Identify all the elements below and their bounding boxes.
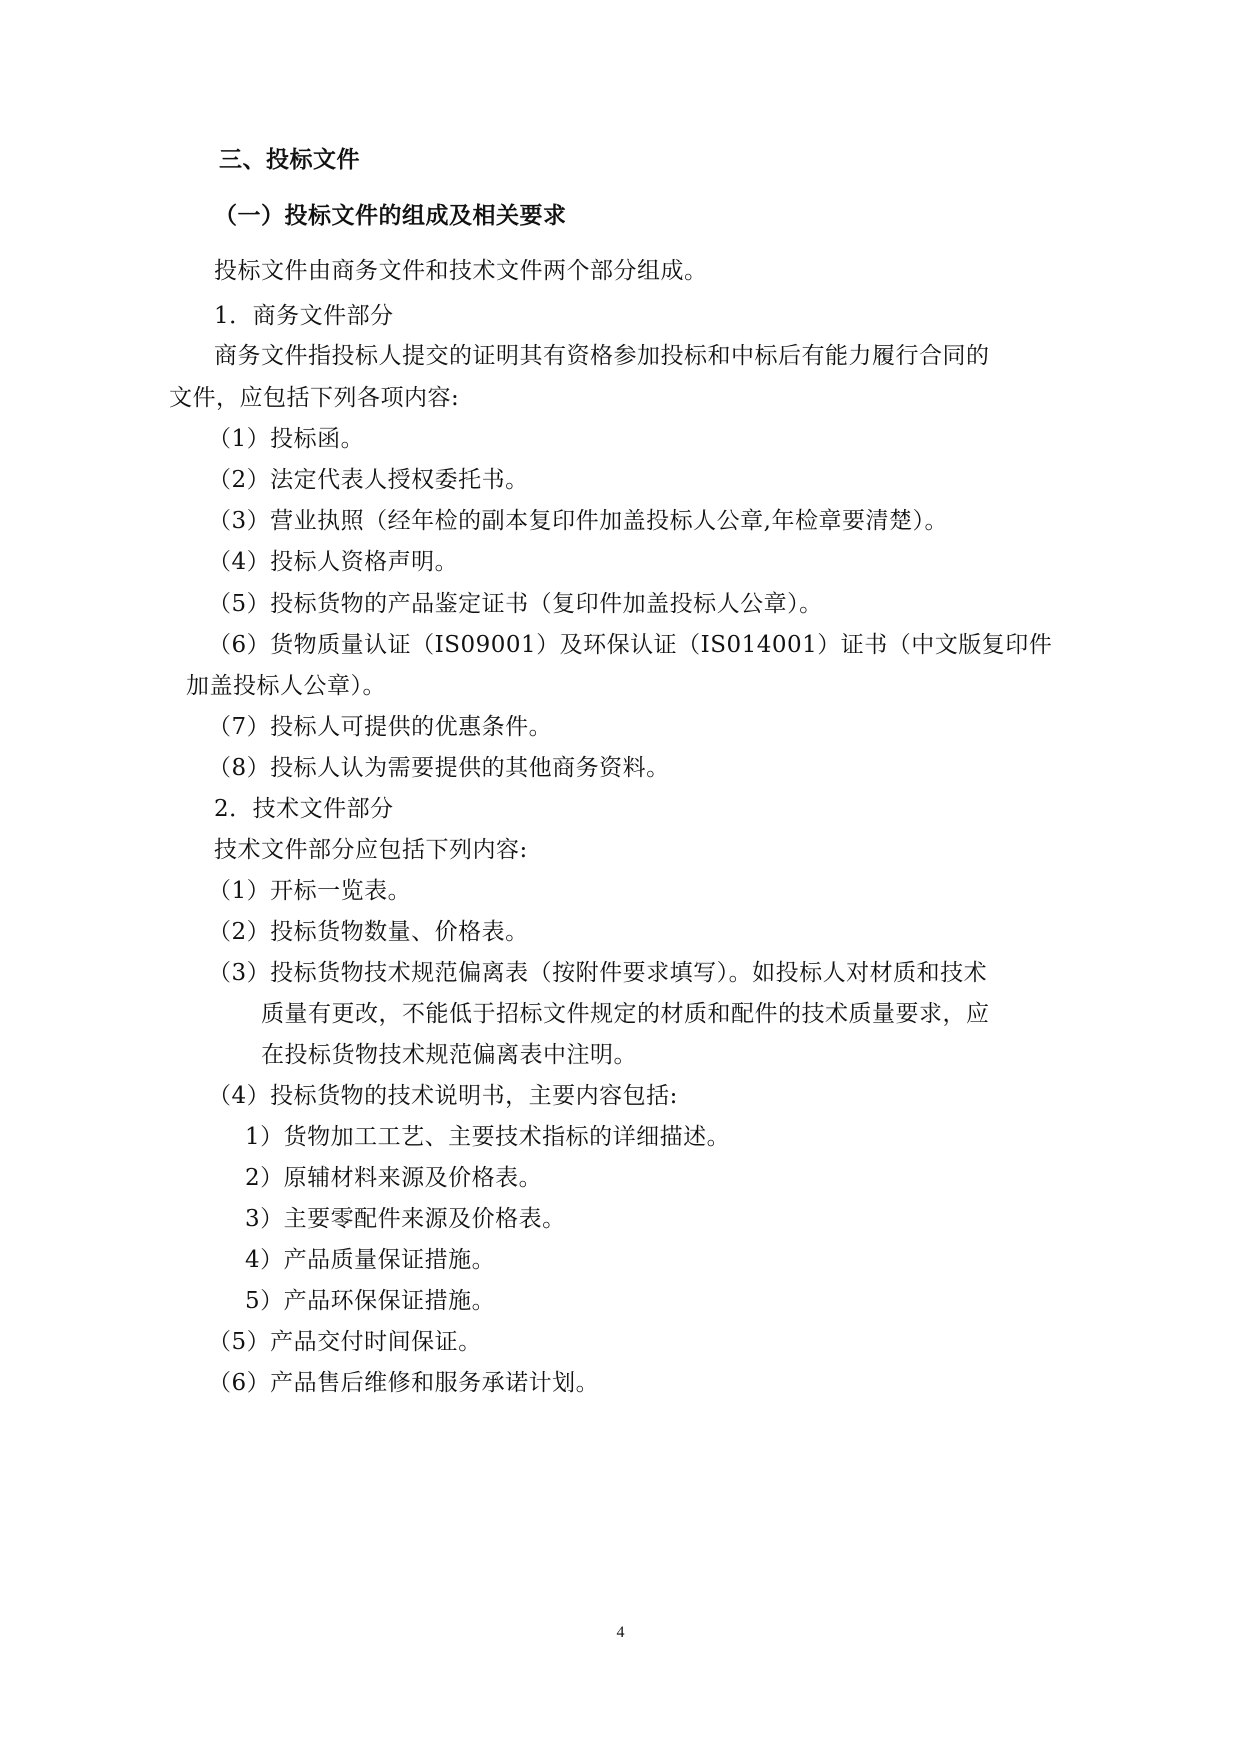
subsection-title: （一）投标文件的组成及相关要求 [214,203,567,229]
technical-item-3-cont1: 质量有更改，不能低于招标文件规定的材质和配件的技术质量要求，应 [261,1001,990,1027]
technical-desc: 技术文件部分应包括下列内容: [214,837,528,863]
technical-subitem-3: 3）主要零配件来源及价格表。 [245,1206,566,1232]
business-item-1: （1）投标函。 [208,426,365,452]
business-item-7: （7）投标人可提供的优惠条件。 [208,714,553,740]
technical-subitem-5: 5）产品环保保证措施。 [245,1288,496,1314]
business-item-5: （5）投标货物的产品鉴定证书（复印件加盖投标人公章）。 [208,591,823,617]
business-desc-line1: 商务文件指投标人提交的证明其有资格参加投标和中标后有能力履行合同的 [214,343,990,369]
technical-subitem-4: 4）产品质量保证措施。 [245,1247,496,1273]
technical-item-1: （1）开标一览表。 [208,878,412,904]
technical-item-5: （5）产品交付时间保证。 [208,1329,482,1355]
business-item-4: （4）投标人资格声明。 [208,549,459,575]
technical-heading: 2．技术文件部分 [214,796,394,822]
technical-item-3: （3）投标货物技术规范偏离表（按附件要求填写）。如投标人对材质和技术 [208,960,988,986]
technical-subitem-1: 1）货物加工工艺、主要技术指标的详细描述。 [245,1124,731,1150]
business-item-6: （6）货物质量认证（IS09001）及环保认证（IS014001）证书（中文版复印件 [208,632,1053,658]
business-item-3: （3）营业执照（经年检的副本复印件加盖投标人公章,年检章要清楚）。 [208,508,948,534]
business-heading: 1．商务文件部分 [214,303,394,329]
business-item-2: （2）法定代表人授权委托书。 [208,467,529,493]
business-item-6-cont: 加盖投标人公章）。 [186,673,386,699]
intro-paragraph: 投标文件由商务文件和技术文件两个部分组成。 [214,258,708,284]
technical-item-2: （2）投标货物数量、价格表。 [208,919,529,945]
technical-subitem-2: 2）原辅材料来源及价格表。 [245,1165,543,1191]
business-item-8: （8）投标人认为需要提供的其他商务资料。 [208,755,670,781]
technical-item-3-cont2: 在投标货物技术规范偏离表中注明。 [261,1042,637,1068]
business-desc-line2: 文件，应包括下列各项内容: [169,385,460,411]
technical-item-6: （6）产品售后维修和服务承诺计划。 [208,1370,600,1396]
page-number: 4 [616,1624,625,1641]
technical-item-4: （4）投标货物的技术说明书，主要内容包括: [208,1083,678,1109]
section-title: 三、投标文件 [219,147,360,173]
